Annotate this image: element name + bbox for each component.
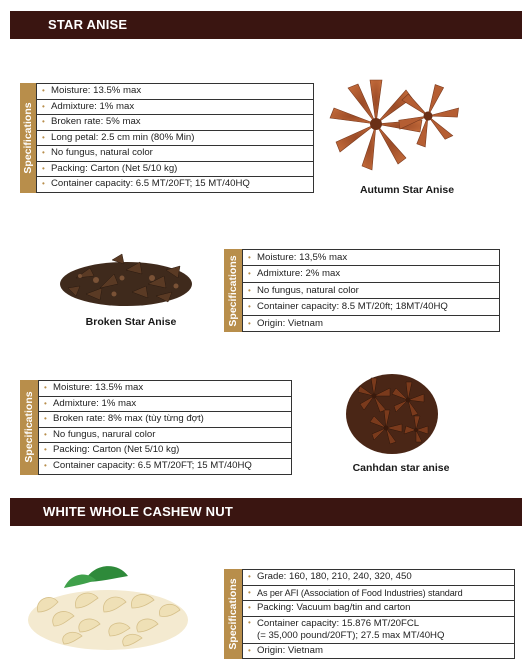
spec-row: • Packing: Vacuum bag/tin and carton bbox=[242, 601, 515, 617]
spec-row: • Packing: Carton (Net 5/10 kg) bbox=[36, 162, 314, 178]
spec-row: • Container capacity: 6.5 MT/20FT; 15 MT/40HQ bbox=[38, 459, 292, 475]
spec-row: • Admixture: 2% max bbox=[242, 266, 500, 282]
cashew-nut-image bbox=[24, 562, 192, 656]
section-banner-star-anise bbox=[10, 11, 522, 39]
spec-row: • Moisture: 13.5% max bbox=[36, 84, 314, 100]
spec-line: (= 35,000 pound/20FT); 27.5 max MT/40HQ bbox=[257, 629, 445, 641]
caption-canhdan: Canhdan star anise bbox=[352, 462, 450, 474]
spec-row bbox=[242, 617, 515, 644]
spec-row: • Grade: 160, 180, 210, 240, 320, 450 bbox=[242, 570, 515, 586]
spec-row: • Moisture: 13,5% max bbox=[242, 250, 500, 266]
spec-row: • Origin: Vietnam bbox=[242, 316, 500, 332]
spec-table-autumn bbox=[20, 83, 314, 193]
spec-tab: Specifications bbox=[224, 249, 242, 332]
caption-autumn: Autumn Star Anise bbox=[359, 184, 455, 196]
spec-row: • Origin: Vietnam bbox=[242, 644, 515, 660]
spec-row: • No fungus, narural color bbox=[38, 428, 292, 444]
spec-row: • Container capacity: 6.5 MT/20FT; 15 MT/40HQ bbox=[36, 177, 314, 193]
spec-row: • Long petal: 2.5 cm min (80% Min) bbox=[36, 131, 314, 147]
section-title: WHITE WHOLE CASHEW NUT bbox=[43, 504, 233, 519]
spec-row: • As per AFI (Association of Food Industries) standard bbox=[242, 586, 515, 602]
spec-row: • No fungus, natural color bbox=[36, 146, 314, 162]
spec-row: • Admixture: 1% max bbox=[38, 397, 292, 413]
spec-line: • Container capacity: 15.876 MT/20FCL bbox=[257, 617, 420, 629]
spec-table-broken bbox=[224, 249, 500, 332]
section-banner-cashew bbox=[10, 498, 522, 526]
autumn-star-anise-image bbox=[318, 72, 468, 178]
spec-tab: Specifications bbox=[224, 569, 242, 659]
spec-table-cashew bbox=[224, 569, 515, 659]
spec-table-canhdan bbox=[20, 380, 292, 475]
spec-row: • Admixture: 1% max bbox=[36, 100, 314, 116]
section-title: STAR ANISE bbox=[48, 17, 128, 32]
spec-row: • Packing: Carton (Net 5/10 kg) bbox=[38, 443, 292, 459]
spec-tab: Specifications bbox=[20, 380, 38, 475]
broken-star-anise-image bbox=[56, 248, 196, 310]
spec-row: • Moisture: 13.5% max bbox=[38, 381, 292, 397]
spec-row: • Broken rate: 5% max bbox=[36, 115, 314, 131]
spec-tab: Specifications bbox=[20, 83, 36, 193]
canhdan-star-anise-image bbox=[342, 366, 442, 458]
spec-row: • No fungus, natural color bbox=[242, 283, 500, 299]
caption-broken: Broken Star Anise bbox=[85, 316, 177, 328]
spec-row: • Broken rate: 8% max (tùy từng đợt) bbox=[38, 412, 292, 428]
spec-row: • Container capacity: 8.5 MT/20ft; 18MT/40HQ bbox=[242, 299, 500, 315]
